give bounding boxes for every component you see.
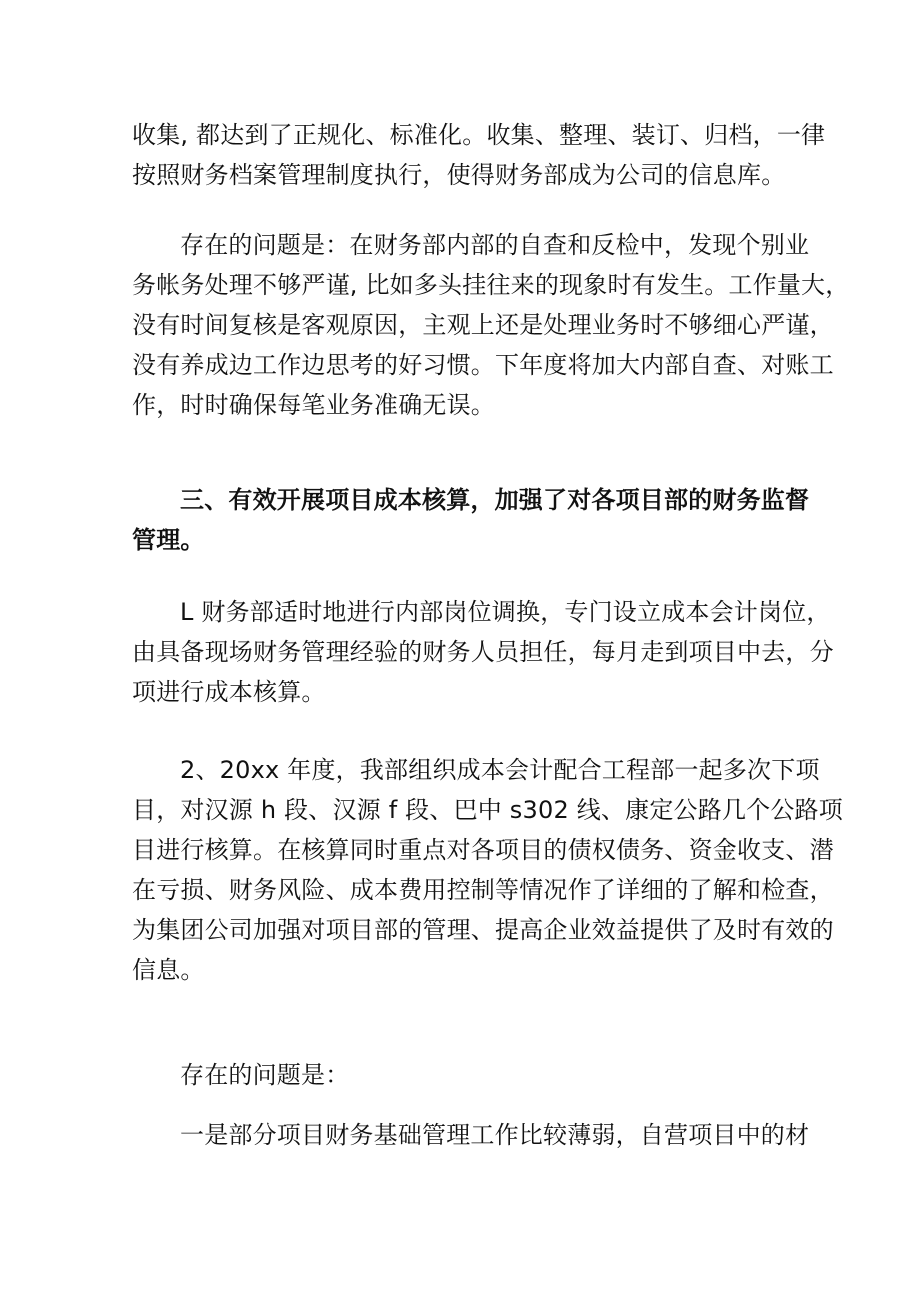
- heading-line: 三、有效开展项目成本核算，加强了对各项目部的财务监督: [180, 486, 810, 514]
- text-line: 信息。: [132, 956, 205, 984]
- text-line: 一是部分项目财务基础管理工作比较薄弱，自营项目中的材: [180, 1121, 810, 1149]
- text-line: 没有时间复核是客观原因，主观上还是处理业务时不够细心严谨，: [132, 311, 834, 339]
- paragraph-problems-label: [132, 1055, 796, 1095]
- text-line: 项进行成本核算。: [132, 678, 326, 706]
- text-line: 作，时时确保每笔业务准确无误。: [132, 391, 495, 419]
- text-line: 没有养成边工作边思考的好习惯。下年度将加大内部自查、对账工: [132, 351, 834, 379]
- text-line: 目，对汉源 h 段、汉源 f 段、巴中 s302 线、康定公路几个公路项: [132, 796, 843, 824]
- paragraph-cost-post: [132, 592, 834, 712]
- text-line: 由具备现场财务管理经验的财务人员担任，每月走到项目中去，分: [132, 638, 834, 666]
- section-heading: [132, 480, 810, 560]
- text-line: 存在的问题是：在财务部内部的自查和反检中，发现个别业: [180, 231, 810, 259]
- paragraph-first-problem: [132, 1115, 810, 1155]
- text-line: 目进行核算。在核算同时重点对各项目的债权债务、资金收支、潜: [132, 836, 834, 864]
- text-line: 2、20xx 年度，我部组织成本会计配合工程部一起多次下项: [180, 756, 820, 784]
- text-line: 按照财务档案管理制度执行，使得财务部成为公司的信息库。: [132, 161, 786, 189]
- text-line: 收集, 都达到了正规化、标准化。收集、整理、装订、归档，一律: [132, 121, 826, 149]
- paragraph-problems: [132, 225, 850, 425]
- paragraph-project-accounting: [132, 750, 843, 990]
- heading-line: 管理。: [132, 526, 205, 554]
- text-line: 在亏损、财务风险、成本费用控制等情况作了详细的了解和检查，: [132, 876, 834, 904]
- text-line: 存在的问题是：: [180, 1061, 350, 1089]
- text-line: 务帐务处理不够严谨, 比如多头挂往来的现象时有发生。工作量大，: [132, 271, 850, 299]
- paragraph-archive: [132, 115, 826, 195]
- text-line: L 财务部适时地进行内部岗位调换，专门设立成本会计岗位，: [180, 598, 831, 626]
- text-line: 为集团公司加强对项目部的管理、提高企业效益提供了及时有效的: [132, 916, 834, 944]
